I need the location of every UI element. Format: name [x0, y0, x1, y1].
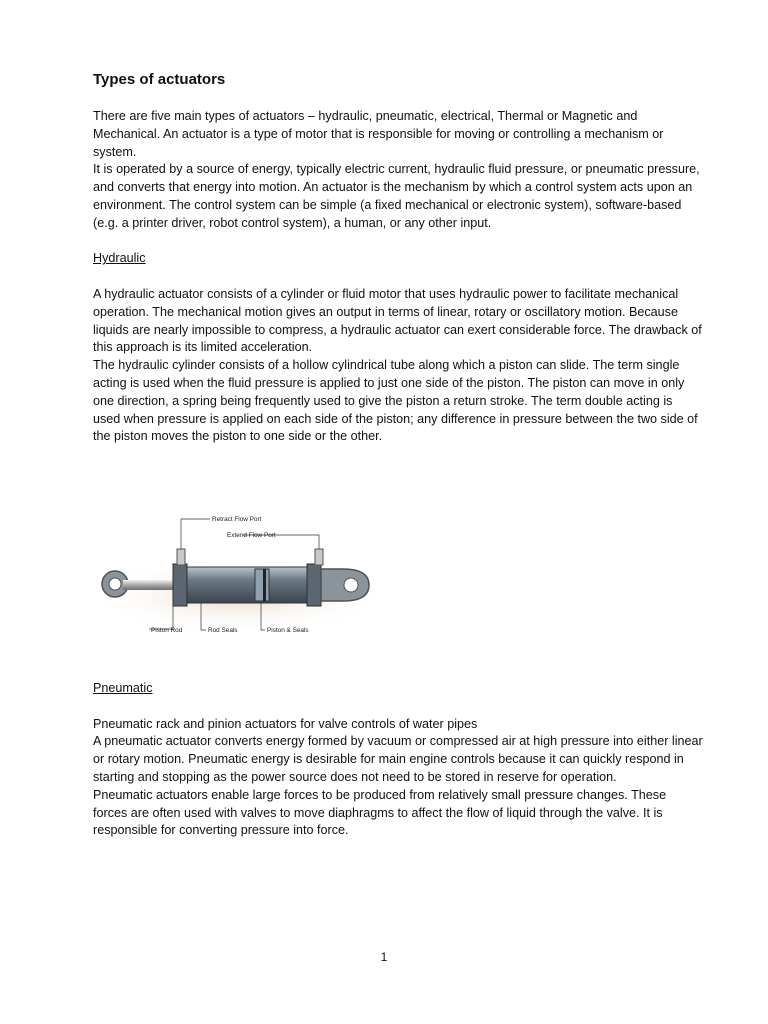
intro-paragraph-1: There are five main types of actuators – hydraulic, pneumatic, electrical, Thermal or Magnetic and Mechanical. An actuator is a type of motor that is responsible for moving or controlling a mechanism or system.	[93, 109, 664, 159]
intro-paragraph-2: It is operated by a source of energy, typically electric current, hydraulic fluid pressure, or pneumatic pressure, and converts that energy into motion. An actuator is the mechanism by which a control system acts upon an environment. The control system can be simple (a fixed mechanical or electronic system), software-based (e.g. a printer driver, robot control system), a human, or any other input.	[93, 162, 700, 230]
hydraulic-heading: Hydraulic	[93, 251, 146, 266]
upper-content	[93, 70, 703, 446]
hydraulic-cylinder-diagram	[93, 503, 385, 645]
cylinder-barrel	[178, 567, 318, 603]
hydraulic-paragraph-1: A hydraulic actuator consists of a cylinder or fluid motor that uses hydraulic power to facilitate mechanical operation. The mechanical motion gives an output in terms of linear, rotary or oscillatory motion. Because liquids are nearly impossible to compress, a hydraulic actuator can exert considerable force. The drawback of this approach is its limited acceleration.	[93, 286, 702, 355]
page-number: 1	[380, 950, 388, 964]
label-piston-rod: Piston Rod	[151, 627, 183, 634]
label-retract-port: Retract Flow Port	[212, 516, 262, 523]
page-title: Types of actuators	[93, 71, 226, 88]
pneumatic-paragraph-2: A pneumatic actuator converts energy formed by vacuum or compressed air at high pressure into either linear or rotary motion. Pneumatic energy is desirable for main engine controls because it can quickly respond in starting and stopping as the power source does not need to be stored in reserve for operation.	[93, 734, 703, 784]
pneumatic-section	[93, 680, 703, 840]
pneumatic-paragraph-3: Pneumatic actuators enable large forces to be produced from relatively small pressure changes. These forces are often used with valves to move diaphragms to affect the flow of liquid through the valve. It is responsible for converting pressure into force.	[93, 787, 667, 838]
retract-port-fitting	[177, 549, 185, 565]
label-piston-seals: Piston & Seals	[267, 627, 309, 634]
piston	[255, 569, 269, 601]
label-extend-port: Extend Flow Port	[227, 532, 276, 539]
extend-port-fitting	[315, 549, 323, 565]
label-rod-seals: Rod Seals	[208, 627, 238, 634]
pneumatic-paragraph-1: Pneumatic rack and pinion actuators for valve controls of water pipes	[93, 716, 478, 731]
rear-clevis	[321, 569, 369, 601]
pneumatic-heading: Pneumatic	[93, 681, 153, 695]
hydraulic-paragraph-2: The hydraulic cylinder consists of a hollow cylindrical tube along which a piston can slide. The term single acting is used when the fluid pressure is applied to just one side of the piston. The piston can move in only one direction, a spring being frequently used to give the piston a return stroke. The term double acting is used when pressure is applied on each side of the piston; any difference in pressure between the two side of the piston moves the piston to one side or the other.	[93, 358, 698, 444]
